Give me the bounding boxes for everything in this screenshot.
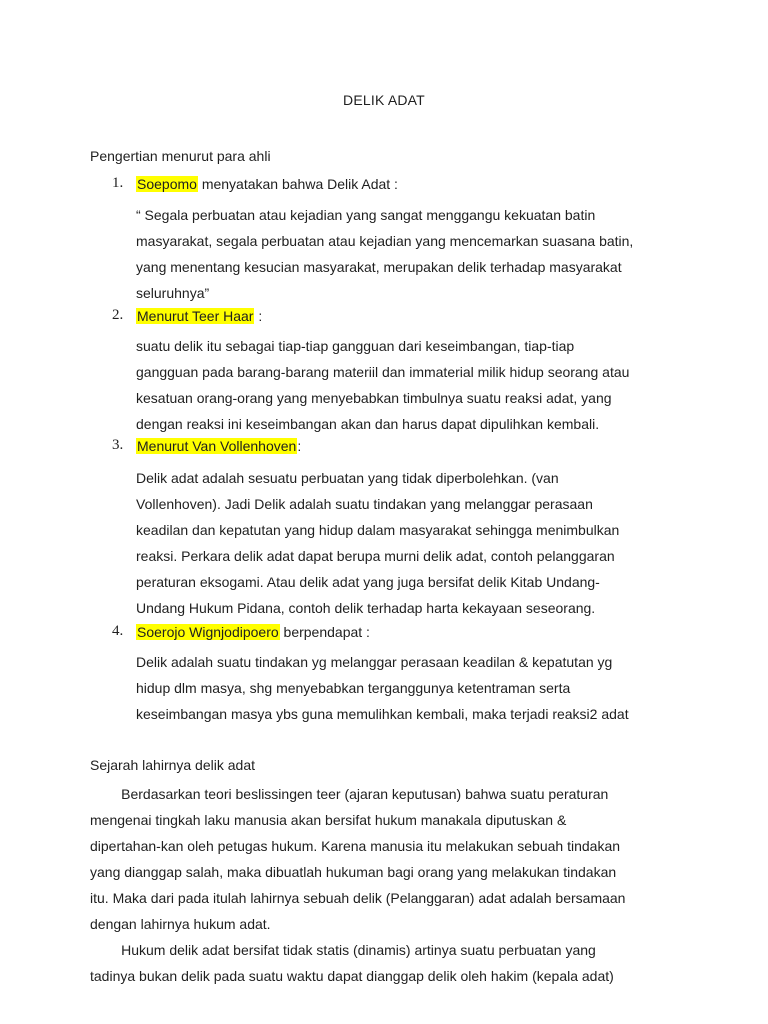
paragraph-line: seluruhnya” — [136, 285, 210, 301]
paragraph-line: “ Segala perbuatan atau kejadian yang sangat menggangu kekuatan batin — [136, 207, 596, 223]
list-item-paragraph — [136, 333, 684, 437]
paragraph-line: masyarakat, segala perbuatan atau kejadian yang mencemarkan suasana batin, — [136, 233, 634, 249]
paragraph-line: peraturan eksogami. Atau delik adat yang juga bersifat delik Kitab Undang- — [136, 574, 600, 590]
list-number: 4. — [112, 623, 124, 639]
highlighted-name: Menurut Van Vollenhoven — [137, 438, 297, 454]
paragraph-line: itu. Maka dari pada itulah lahirnya sebuah delik (Pelanggaran) adat adalah bersamaan — [90, 890, 626, 906]
paragraph-line: Delik adalah suatu tindakan yg melanggar perasaan keadilan & kepatutan yg — [136, 654, 613, 670]
section-heading-history: Sejarah lahirnya delik adat — [90, 757, 255, 773]
list-item-paragraph — [136, 202, 684, 306]
paragraph-line: yang dianggap salah, maka dibuatlah hukuman bagi orang yang melakukan tindakan — [90, 864, 617, 880]
item-heading-suffix: berpendapat : — [279, 624, 370, 640]
list-number: 3. — [112, 437, 124, 453]
item-heading-suffix: : — [297, 438, 302, 454]
paragraph-line: kesatuan orang-orang yang menyebabkan timbulnya suatu reaksi adat, yang — [136, 390, 612, 406]
highlighted-name: Soepomo — [137, 176, 197, 192]
list-item-heading — [136, 308, 262, 324]
paragraph-line: gangguan pada barang-barang materiil dan immaterial milik hidup seorang atau — [136, 364, 630, 380]
list-item-paragraph — [136, 465, 684, 621]
paragraph-line: dengan reaksi ini keseimbangan akan dan harus dapat dipulihkan kembali. — [136, 416, 600, 432]
list-item-heading — [136, 176, 398, 192]
item-heading-suffix: : — [254, 308, 263, 324]
paragraph-line: Vollenhoven). Jadi Delik adalah suatu tindakan yang melanggar perasaan — [136, 496, 593, 512]
paragraph-line: keadilan dan kepatutan yang hidup dalam masyarakat sehingga menimbulkan — [136, 522, 620, 538]
list-number: 1. — [112, 175, 124, 191]
highlighted-name: Soerojo Wignjodipoero — [137, 624, 279, 640]
paragraph-line: reaksi. Perkara delik adat dapat berupa murni delik adat, contoh pelanggaran — [136, 548, 615, 564]
paragraph-line: dipertahan-kan oleh petugas hukum. Karena manusia itu melakukan sebuah tindakan — [90, 838, 621, 854]
list-item-heading — [136, 624, 370, 640]
paragraph-line: hidup dlm masya, shg menyebabkan terganggunya ketentraman serta — [136, 680, 571, 696]
list-number: 2. — [112, 307, 124, 323]
section-heading-definition: Pengertian menurut para ahli — [90, 148, 271, 164]
item-heading-suffix: menyatakan bahwa Delik Adat : — [197, 176, 398, 192]
highlighted-name: Menurut Teer Haar — [137, 308, 254, 324]
paragraph-line: keseimbangan masya ybs guna memulihkan kembali, maka terjadi reaksi2 adat — [136, 706, 629, 722]
document-title: DELIK ADAT — [343, 92, 425, 108]
paragraph-line: Berdasarkan teori beslissingen teer (ajaran keputusan) bahwa suatu peraturan — [90, 786, 609, 802]
list-item-paragraph — [136, 649, 684, 727]
paragraph-line: Delik adat adalah sesuatu perbuatan yang tidak diperbolehkan. (van — [136, 470, 559, 486]
paragraph-line: tadinya bukan delik pada suatu waktu dapat dianggap delik oleh hakim (kepala adat) — [90, 968, 614, 984]
list-item-heading — [136, 438, 301, 454]
paragraph-line: yang menentang kesucian masyarakat, merupakan delik terhadap masyarakat — [136, 259, 622, 275]
paragraph-line: mengenai tingkah laku manusia akan bersifat hukum manakala diputuskan & — [90, 812, 567, 828]
history-paragraph — [90, 781, 690, 989]
paragraph-line: suatu delik itu sebagai tiap-tiap gangguan dari keseimbangan, tiap-tiap — [136, 338, 575, 354]
paragraph-line: Undang Hukum Pidana, contoh delik terhadap harta kekayaan seseorang. — [136, 600, 596, 616]
paragraph-line: dengan lahirnya hukum adat. — [90, 916, 271, 932]
paragraph-line: Hukum delik adat bersifat tidak statis (dinamis) artinya suatu perbuatan yang — [90, 942, 596, 958]
